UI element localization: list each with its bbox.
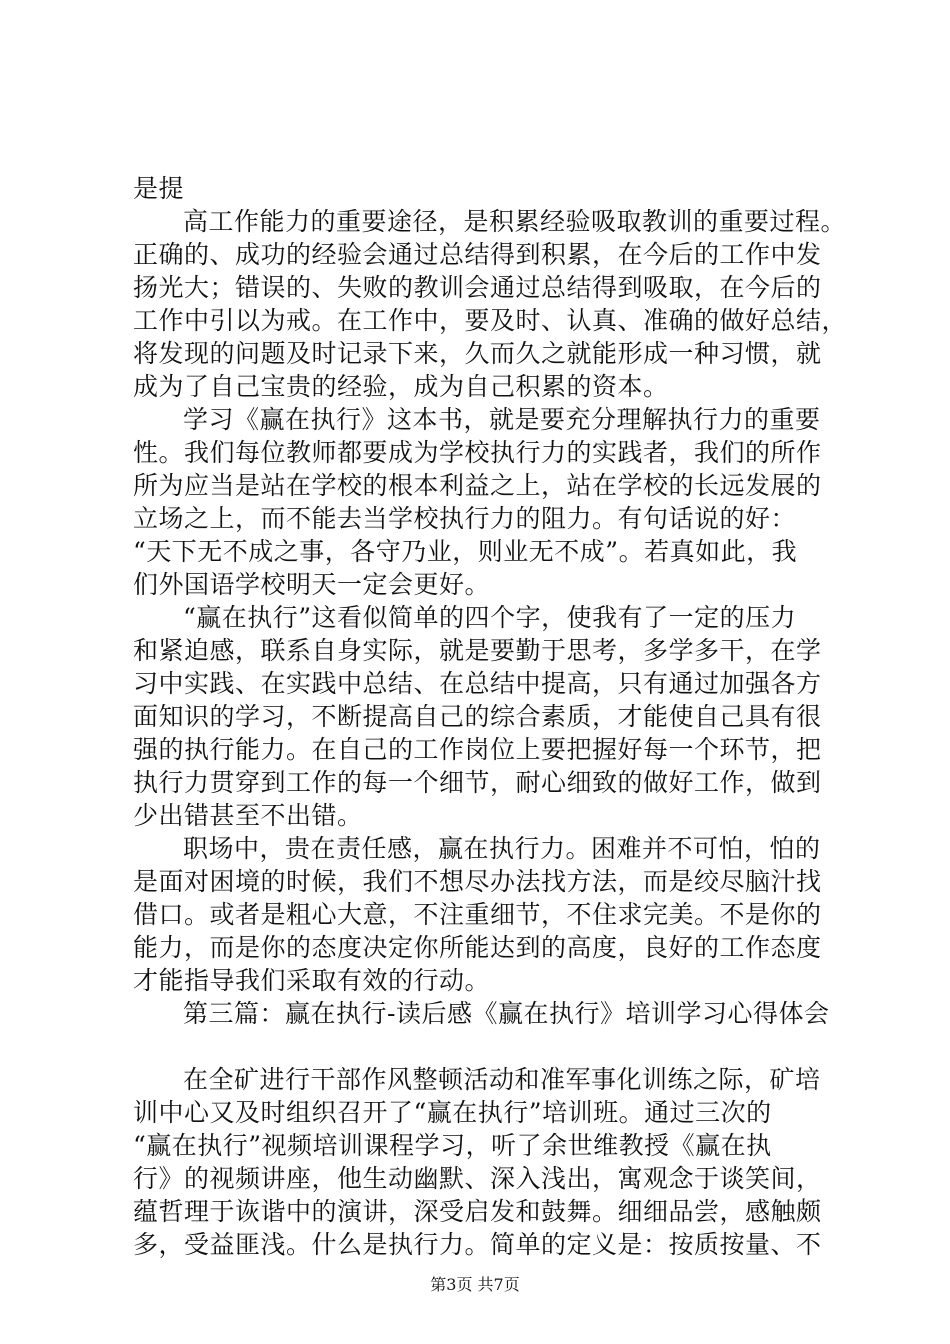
document-body <box>133 172 848 1261</box>
section-heading: 第三篇：赢在执行-读后感《赢在执行》培训学习心得体会 <box>183 999 830 1028</box>
text-line: 才能指导我们采取有效的行动。 <box>133 966 491 995</box>
text-line: 们外国语学校明天一定会更好。 <box>133 570 491 599</box>
text-line: 高工作能力的重要途径，是积累经验吸取教训的重要过程。 <box>183 207 847 236</box>
text-line: 多，受益匪浅。什么是执行力。简单的定义是：按质按量、不 <box>133 1230 822 1259</box>
text-line: “天下无不成之事，各守乃业，则业无不成”。若真如此，我 <box>133 537 798 566</box>
text-line: 性。我们每位教师都要成为学校执行力的实践者，我们的所作 <box>133 438 822 467</box>
text-line: “赢在执行”这看似简单的四个字，使我有了一定的压力 <box>183 603 797 632</box>
text-line: 面知识的学习，不断提高自己的综合素质，才能使自己具有很 <box>133 702 822 731</box>
text-line: 是面对困境的时候，我们不想尽办法找方法，而是绞尽脑汁找 <box>133 867 822 896</box>
text-line: 训中心又及时组织召开了“赢在执行”培训班。通过三次的 <box>133 1098 772 1127</box>
text-line: 蕴哲理于诙谐中的演讲，深受启发和鼓舞。细细品尝，感触颇 <box>133 1197 822 1226</box>
text-line: 少出错甚至不出错。 <box>133 801 363 830</box>
text-line: 借口。或者是粗心大意，不注重细节，不住求完美。不是你的 <box>133 900 822 929</box>
text-line: 和紧迫感，联系自身实际，就是要勤于思考，多学多干，在学 <box>133 636 822 665</box>
text-line: 成为了自己宝贵的经验，成为自己积累的资本。 <box>133 372 669 401</box>
text-line: 行》的视频讲座，他生动幽默、深入浅出，寓观念于谈笑间， <box>133 1164 822 1193</box>
text-line: 是提 <box>133 174 185 203</box>
text-line: 正确的、成功的经验会通过总结得到积累，在今后的工作中发 <box>133 240 822 269</box>
text-line: 扬光大；错误的、失败的教训会通过总结得到吸取，在今后的 <box>133 273 822 302</box>
text-line: 强的执行能力。在自己的工作岗位上要把握好每一个环节，把 <box>133 735 822 764</box>
text-line: 能力，而是你的态度决定你所能达到的高度，良好的工作态度 <box>133 933 822 962</box>
text-line: 职场中，贵在责任感，赢在执行力。困难并不可怕，怕的 <box>183 834 821 863</box>
text-line: 学习《赢在执行》这本书，就是要充分理解执行力的重要 <box>183 405 821 434</box>
text-line: 所为应当是站在学校的根本利益之上，站在学校的长远发展的 <box>133 471 822 500</box>
text-line: 将发现的问题及时记录下来，久而久之就能形成一种习惯，就 <box>133 339 822 368</box>
page-number-footer: 第3页 共7页 <box>430 1275 520 1294</box>
text-line: 习中实践、在实践中总结、在总结中提高，只有通过加强各方 <box>133 669 822 698</box>
text-line: “赢在执行”视频培训课程学习，听了余世维教授《赢在执 <box>133 1131 772 1160</box>
text-line: 执行力贯穿到工作的每一个细节，耐心细致的做好工作，做到 <box>133 768 822 797</box>
blank-line <box>133 1030 833 1063</box>
text-line: 工作中引以为戒。在工作中，要及时、认真、准确的做好总结， <box>133 306 848 335</box>
text-line: 在全矿进行干部作风整顿活动和准军事化训练之际，矿培 <box>183 1065 821 1094</box>
text-line: 立场之上，而不能去当学校执行力的阻力。有句话说的好： <box>133 504 797 533</box>
